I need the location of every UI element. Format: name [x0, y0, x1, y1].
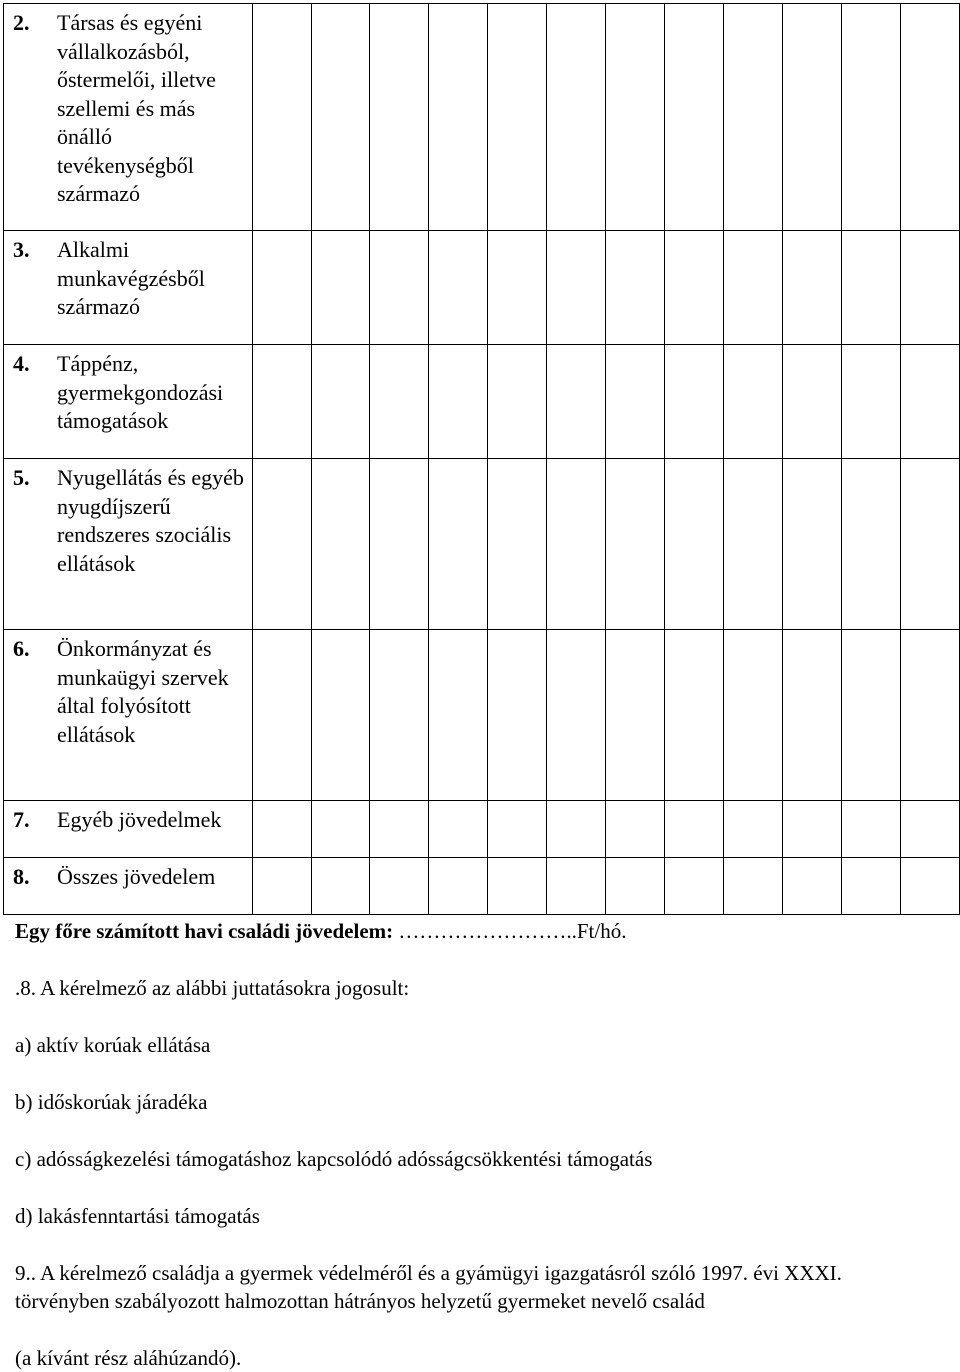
income-value-cell[interactable]: [606, 231, 665, 345]
income-value-cell[interactable]: [841, 630, 900, 801]
section-9-note: (a kívánt rész aláhúzandó).: [15, 1346, 242, 1370]
income-value-cell[interactable]: [370, 630, 429, 801]
income-value-cell[interactable]: [547, 858, 606, 915]
income-value-cell[interactable]: [547, 459, 606, 630]
income-row: [4, 858, 960, 915]
per-capita-label: Egy főre számított havi családi jövedelem:: [15, 919, 394, 943]
income-value-cell[interactable]: [252, 4, 311, 231]
income-value-cell[interactable]: [606, 459, 665, 630]
income-value-cell[interactable]: [311, 231, 370, 345]
income-value-cell[interactable]: [900, 231, 959, 345]
income-value-cell[interactable]: [488, 4, 547, 231]
income-value-cell[interactable]: [783, 4, 842, 231]
income-value-cell[interactable]: [665, 858, 724, 915]
row-label: Alkalmi munkavégzésből származó: [57, 237, 205, 319]
income-value-cell[interactable]: [252, 345, 311, 459]
income-row: [4, 4, 960, 231]
income-value-cell[interactable]: [429, 231, 488, 345]
income-value-cell[interactable]: [841, 459, 900, 630]
income-value-cell[interactable]: [547, 345, 606, 459]
row-number: 5.: [13, 465, 30, 490]
row-number: 8.: [13, 864, 30, 889]
income-value-cell[interactable]: [841, 858, 900, 915]
income-value-cell[interactable]: [429, 459, 488, 630]
income-value-cell[interactable]: [783, 630, 842, 801]
row-label: Társas és egyéni vállalkozásból, őstermelői, illetve szellemi és más önálló tevékenységből származó: [57, 10, 216, 206]
income-value-cell[interactable]: [665, 459, 724, 630]
income-value-cell[interactable]: [370, 858, 429, 915]
section-9-text: 9.. A kérelmező családja a gyermek védelméről és a gyámügyi igazgatásról szóló 1997. évi XXXI. törvényben szabályozott halmozottan hátrányos helyzetű gyermeket nevelő család: [15, 1261, 842, 1313]
income-label-cell: [4, 630, 253, 801]
income-value-cell[interactable]: [606, 858, 665, 915]
income-value-cell[interactable]: [311, 801, 370, 858]
income-value-cell[interactable]: [783, 345, 842, 459]
income-value-cell[interactable]: [841, 345, 900, 459]
income-label-cell: [4, 4, 253, 231]
income-value-cell[interactable]: [783, 231, 842, 345]
income-value-cell[interactable]: [900, 630, 959, 801]
income-value-cell[interactable]: [547, 231, 606, 345]
income-value-cell[interactable]: [783, 858, 842, 915]
income-value-cell[interactable]: [900, 858, 959, 915]
income-value-cell[interactable]: [665, 231, 724, 345]
row-label: Összes jövedelem: [57, 864, 216, 889]
income-value-cell[interactable]: [252, 459, 311, 630]
income-value-cell[interactable]: [252, 630, 311, 801]
income-value-cell[interactable]: [488, 630, 547, 801]
income-value-cell[interactable]: [429, 4, 488, 231]
income-value-cell[interactable]: [547, 801, 606, 858]
income-value-cell[interactable]: [370, 801, 429, 858]
per-capita-amount-blank[interactable]: ……………………..Ft/hó.: [393, 919, 627, 943]
income-value-cell[interactable]: [488, 231, 547, 345]
income-value-cell[interactable]: [724, 231, 783, 345]
income-value-cell[interactable]: [665, 801, 724, 858]
income-value-cell[interactable]: [311, 4, 370, 231]
income-row: [4, 459, 960, 630]
income-value-cell[interactable]: [900, 4, 959, 231]
income-value-cell[interactable]: [488, 459, 547, 630]
income-value-cell[interactable]: [252, 801, 311, 858]
income-value-cell[interactable]: [370, 459, 429, 630]
income-value-cell[interactable]: [370, 231, 429, 345]
income-table: [3, 3, 960, 915]
row-number: 4.: [13, 351, 30, 376]
income-value-cell[interactable]: [606, 345, 665, 459]
income-value-cell[interactable]: [724, 801, 783, 858]
income-value-cell[interactable]: [841, 4, 900, 231]
income-value-cell[interactable]: [311, 858, 370, 915]
income-value-cell[interactable]: [724, 345, 783, 459]
income-value-cell[interactable]: [429, 345, 488, 459]
row-label: Önkormányzat és munkaügyi szervek által folyósított ellátások: [57, 636, 229, 747]
benefit-option-d[interactable]: d) lakásfenntartási támogatás: [15, 1204, 260, 1228]
income-value-cell[interactable]: [783, 459, 842, 630]
income-value-cell[interactable]: [606, 801, 665, 858]
income-value-cell[interactable]: [488, 801, 547, 858]
income-value-cell[interactable]: [547, 4, 606, 231]
income-value-cell[interactable]: [665, 345, 724, 459]
benefit-option-c[interactable]: c) adósságkezelési támogatáshoz kapcsolódó adósságcsökkentési támogatás: [15, 1147, 653, 1171]
income-value-cell[interactable]: [900, 345, 959, 459]
income-value-cell[interactable]: [724, 858, 783, 915]
benefit-option-a[interactable]: a) aktív korúak ellátása: [15, 1033, 211, 1057]
income-value-cell[interactable]: [252, 231, 311, 345]
income-value-cell[interactable]: [488, 858, 547, 915]
row-number: 2.: [13, 10, 30, 35]
income-value-cell[interactable]: [724, 459, 783, 630]
income-value-cell[interactable]: [900, 459, 959, 630]
income-label-cell: [4, 858, 253, 915]
income-value-cell[interactable]: [429, 801, 488, 858]
income-value-cell[interactable]: [429, 858, 488, 915]
income-value-cell[interactable]: [665, 4, 724, 231]
per-capita-income-line: [15, 917, 626, 945]
income-value-cell[interactable]: [841, 231, 900, 345]
income-value-cell[interactable]: [724, 630, 783, 801]
income-value-cell[interactable]: [252, 858, 311, 915]
row-label: Egyéb jövedelmek: [57, 807, 222, 832]
benefit-option-b[interactable]: b) időskorúak járadéka: [15, 1090, 208, 1114]
row-label: Nyugellátás és egyéb nyugdíjszerű rendszeres szociális ellátások: [57, 465, 244, 576]
income-value-cell[interactable]: [900, 801, 959, 858]
income-value-cell[interactable]: [783, 801, 842, 858]
income-value-cell[interactable]: [841, 801, 900, 858]
income-value-cell[interactable]: [311, 345, 370, 459]
income-value-cell[interactable]: [488, 345, 547, 459]
income-label-cell: [4, 345, 253, 459]
income-value-cell[interactable]: [370, 345, 429, 459]
income-value-cell[interactable]: [547, 630, 606, 801]
row-number: 7.: [13, 807, 30, 832]
income-row: [4, 345, 960, 459]
row-number: 3.: [13, 237, 30, 262]
income-row: [4, 231, 960, 345]
row-number: 6.: [13, 636, 30, 661]
row-label: Táppénz, gyermekgondozási támogatások: [57, 351, 224, 433]
income-value-cell[interactable]: [724, 4, 783, 231]
income-value-cell[interactable]: [311, 630, 370, 801]
income-value-cell[interactable]: [429, 630, 488, 801]
section-8-heading: .8. A kérelmező az alábbi juttatásokra jogosult:: [15, 976, 410, 1000]
income-label-cell: [4, 459, 253, 630]
income-value-cell[interactable]: [606, 4, 665, 231]
income-row: [4, 630, 960, 801]
income-label-cell: [4, 801, 253, 858]
income-value-cell[interactable]: [606, 630, 665, 801]
income-value-cell[interactable]: [311, 459, 370, 630]
income-value-cell[interactable]: [370, 4, 429, 231]
income-row: [4, 801, 960, 858]
income-value-cell[interactable]: [665, 630, 724, 801]
income-label-cell: [4, 231, 253, 345]
